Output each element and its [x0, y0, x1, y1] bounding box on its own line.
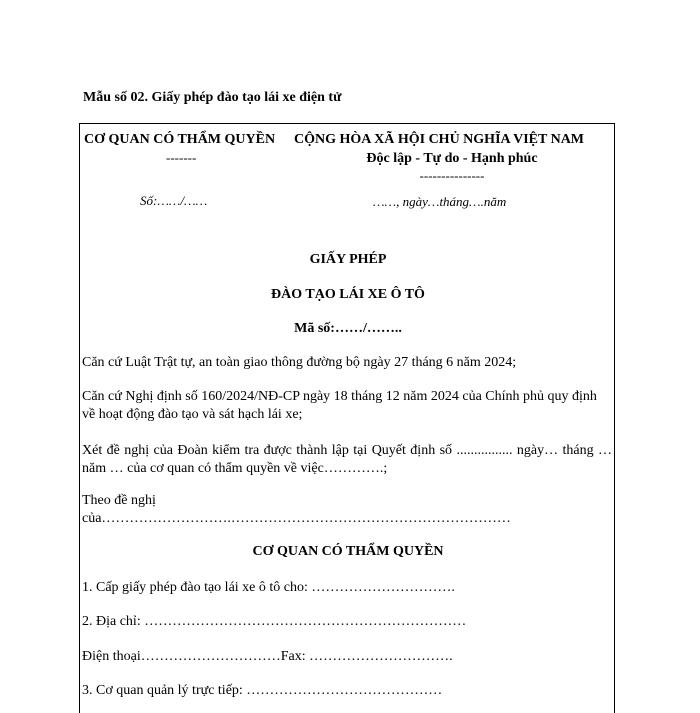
license-code: Mã số:……/……..: [294, 321, 402, 336]
form-number-heading: Mẫu số 02. Giấy phép đào tạo lái xe điện tử: [83, 90, 342, 105]
phone-fax-line: Điện thoại…………………………Fax: ………………………….: [82, 649, 453, 664]
license-recipient-line: 1. Cấp giấy phép đào tạo lái xe ô tô cho: ………………………….: [82, 580, 455, 595]
republic-name: CỘNG HÒA XÃ HỘI CHỦ NGHĨA VIỆT NAM: [294, 132, 585, 147]
license-form-frame: [79, 123, 615, 713]
inspection-proposal: Xét đề nghị của Đoàn kiểm tra được thành lập tại Quyết định số ................ ngày… tháng … năm … của cơ quan có thẩm quyền về việc………….;: [82, 443, 612, 476]
legal-basis-decree: Căn cứ Nghị định số 160/2024/NĐ-CP ngày 18 tháng 12 năm 2024 của Chính phủ quy định về hoạt động đào tạo và sát hạch lái xe;: [82, 389, 597, 422]
document-title: GIẤY PHÉP: [309, 252, 387, 267]
issue-date-line: ……, ngày…tháng….năm: [373, 194, 507, 209]
motto-divider: ---------------: [419, 168, 485, 183]
decision-section-title: CƠ QUAN CÓ THẨM QUYỀN: [252, 544, 444, 559]
managing-agency-line: 3. Cơ quan quản lý trực tiếp: ……………………………………: [82, 683, 443, 698]
document-subtitle: ĐÀO TẠO LÁI XE Ô TÔ: [271, 287, 425, 302]
address-line: 2. Địa chỉ: ……………………………………………………………: [82, 614, 467, 629]
national-motto: Độc lập - Tự do - Hạnh phúc: [366, 151, 538, 166]
document-number: Số:……/……: [140, 193, 208, 208]
issuing-agency-label: CƠ QUAN CÓ THẨM QUYỀN: [84, 132, 276, 147]
proposal-by-line-2: của……………………….……………………………………………………: [82, 511, 511, 526]
proposal-by-line-1: Theo đề nghị: [82, 493, 156, 508]
agency-divider: -------: [166, 150, 197, 165]
legal-basis-law: Căn cứ Luật Trật tự, an toàn giao thông đường bộ ngày 27 tháng 6 năm 2024;: [82, 355, 517, 370]
proposal-by: [82, 492, 612, 528]
